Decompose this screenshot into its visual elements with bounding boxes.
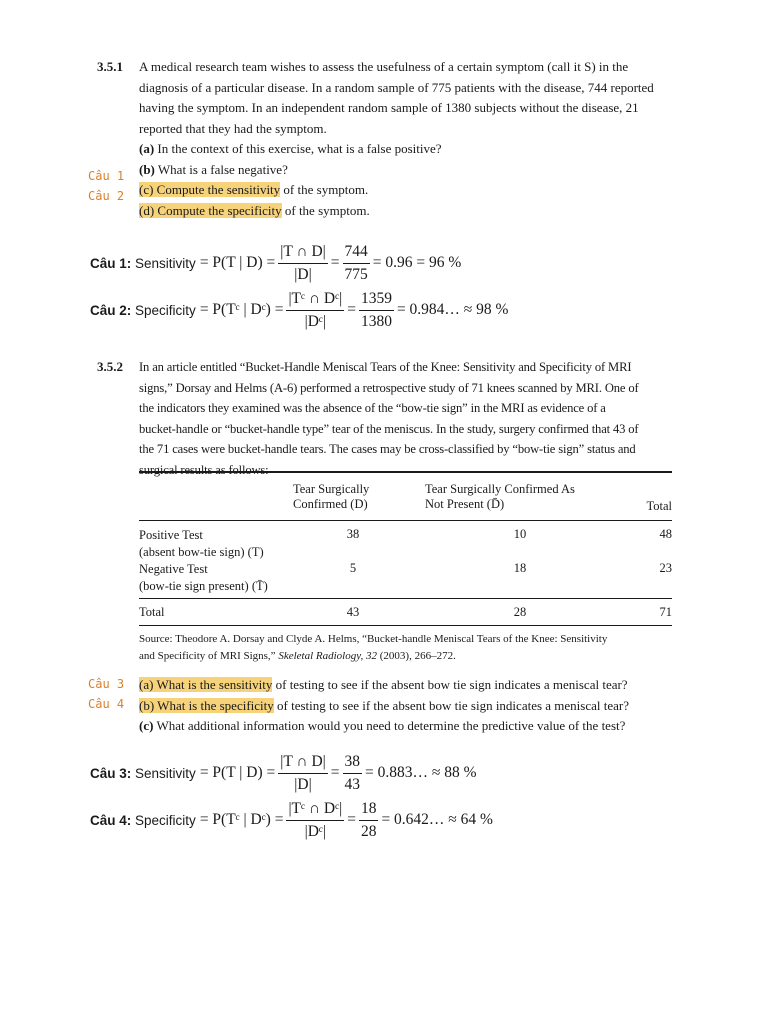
exercise-line: signs,” Dorsay and Helms (A-6) performed a retrospective study of 71 knees scanned by MRI. One of: [139, 380, 639, 395]
result: = 0.96 = 96 %: [372, 254, 462, 271]
question-tag: Câu 1: [88, 169, 125, 183]
fraction: $\frac{18}{28}$: [360, 799, 377, 840]
question-tag: Câu 2: [88, 189, 125, 203]
exercise-questions: [139, 675, 679, 737]
answer-name: Sensitivity: [135, 255, 196, 271]
table-header-total: Total: [646, 499, 672, 513]
table-row: Negative Test (bow-tie sign present) (T̄): [139, 562, 268, 593]
fraction: $\frac{38}{43}$: [344, 752, 361, 793]
question-a: (a) What is the sensitivity of testing to see if the absent bow tie sign indicates a meniscal tear?: [139, 677, 628, 692]
table-total-label: Total: [139, 605, 165, 619]
table-header-rule: [139, 520, 672, 521]
exercise-number: 3.5.1: [97, 59, 123, 74]
exercise-line: the indicators they examined was the absence of the “bow-tie sign” in the MRI as evidence of a: [139, 401, 606, 415]
answer-name: Specificity: [135, 812, 196, 828]
formula-lhs: = P(T | D) =: [199, 764, 276, 781]
answer-4: Câu 4: Specificity = P(Tᶜ | Dᶜ) = $\frac{\text{|Tᶜ ∩ Dᶜ|}}{\text{|Dᶜ|}}$ = $\frac{18}{28}$ = 0.642… ≈ 64 %: [90, 799, 493, 840]
table-source: Source: Theodore A. Dorsay and Clyde A. Helms, “Bucket-handle Meniscal Tears of the Knee: Sensitivity and Specificity of MRI Signs,” Skeletal Radiology, 32 (2003), 266–272.: [139, 633, 608, 662]
table-row: Positive Test (absent bow-tie sign) (T): [139, 528, 264, 559]
table-cell: 23: [659, 561, 672, 575]
answer-name: Sensitivity: [135, 765, 196, 781]
exercise-line: surgical results as follows:: [139, 462, 269, 477]
exercise-line: the 71 cases were bucket-handle tears. The cases may be cross-classified by “bow-tie sign” status and: [139, 442, 636, 456]
answer-2: Câu 2: Specificity = P(Tᶜ | Dᶜ) = $\frac{\text{|Tᶜ ∩ Dᶜ|}}{\text{|Dᶜ|}}$ = $\frac{1359}{1380}$ = 0.984… ≈ 98 %: [90, 289, 509, 330]
formula-lhs: = P(T | D) =: [199, 254, 276, 271]
question-tag: Câu 4: [88, 697, 125, 711]
question-c: (c) Compute the sensitivity of the symptom.: [139, 182, 369, 197]
fraction: $\frac{\text{|Tᶜ ∩ Dᶜ|}}{\text{|Dᶜ|}}$: [288, 289, 343, 330]
table-cell: 10: [513, 527, 527, 541]
fraction: $\frac{\text{|Tᶜ ∩ Dᶜ|}}{\text{|Dᶜ|}}$: [288, 799, 343, 840]
answer-label: Câu 2:: [90, 302, 132, 318]
result: = 0.883… ≈ 88 %: [365, 764, 477, 781]
table-cell: 71: [659, 605, 672, 619]
highlight: (c) Compute the sensitivity: [139, 182, 281, 197]
table-cell: 38: [346, 527, 360, 541]
formula-lhs: = P(Tᶜ | Dᶜ) =: [199, 301, 284, 318]
table-cell: 5: [349, 561, 357, 575]
exercise-line: bucket-handle or “bucket-handle type” tear of the meniscus. In the study, surgery confirmed that 43 of: [139, 421, 639, 436]
table-cell: 48: [659, 527, 672, 541]
question-tag: Câu 3: [88, 677, 125, 691]
answer-1: Câu 1: Sensitivity = P(T | D) = $\frac{|T \cap D|}{|D|}$ = $\frac{744}{775}$ = 0.96 = 96 %: [90, 242, 462, 283]
table-header-confirmed: Tear Surgically Confirmed (D): [293, 482, 370, 511]
exercise-line: In an article entitled “Bucket-Handle Meniscal Tears of the Knee: Sensitivity and Specificity of MRI: [139, 360, 632, 374]
highlight: (b) What is the specificity: [139, 697, 274, 713]
exercise-line: having the symptom. In an independent random sample of 1380 subjects without the disease, 21: [139, 100, 639, 115]
table-header-not-present: Tear Surgically Confirmed As Not Present (D̄): [425, 482, 575, 511]
exercise-line: A medical research team wishes to assess the usefulness of a certain symptom (call it S) in the: [139, 59, 629, 74]
fraction: $\frac{1359}{1380}$: [360, 289, 392, 330]
answer-label: Câu 1:: [90, 255, 132, 271]
highlight: (a) What is the sensitivity: [139, 677, 273, 692]
exercise-text: [139, 57, 679, 221]
answer-3: Câu 3: Sensitivity = P(T | D) = $\frac{|T \cap D|}{|D|}$ = $\frac{38}{43}$ = 0.883… ≈ 88 %: [90, 752, 477, 793]
table-cell: 18: [513, 561, 527, 575]
fraction: $\frac{|T \cap D|}{|D|}$: [280, 752, 326, 793]
table-total-rule: [139, 598, 672, 599]
exercise-number: 3.5.2: [97, 359, 123, 374]
answer-name: Specificity: [135, 302, 196, 318]
question-b: (b) What is a false negative?: [139, 161, 288, 177]
result: = 0.642… ≈ 64 %: [381, 811, 493, 828]
table-cell: 43: [346, 605, 360, 619]
formula-lhs: = P(Tᶜ | Dᶜ) =: [199, 811, 284, 828]
question-b: (b) What is the specificity of testing to see if the absent bow tie sign indicates a meniscal tear?: [139, 697, 630, 713]
question-a: (a) In the context of this exercise, what is a false positive?: [139, 141, 442, 156]
highlight: (d) Compute the specificity: [139, 202, 282, 218]
exercise-line: reported that they had the symptom.: [139, 120, 327, 136]
answer-label: Câu 3:: [90, 765, 132, 781]
answer-label: Câu 4:: [90, 812, 132, 828]
result: = 0.984… ≈ 98 %: [396, 301, 509, 318]
table-top-rule: [139, 471, 672, 473]
table-bottom-rule: [139, 625, 672, 626]
exercise-line: diagnosis of a particular disease. In a random sample of 775 patients with the disease, 744 reported: [139, 79, 654, 95]
question-d: (d) Compute the specificity of the symptom.: [139, 202, 370, 218]
question-c: (c) What additional information would you need to determine the predictive value of the test?: [139, 718, 626, 733]
exercise-text: [139, 357, 679, 480]
table-cell: 28: [513, 605, 527, 619]
fraction: $\frac{|T \cap D|}{|D|}$: [280, 242, 326, 283]
fraction: $\frac{744}{775}$: [344, 242, 368, 283]
